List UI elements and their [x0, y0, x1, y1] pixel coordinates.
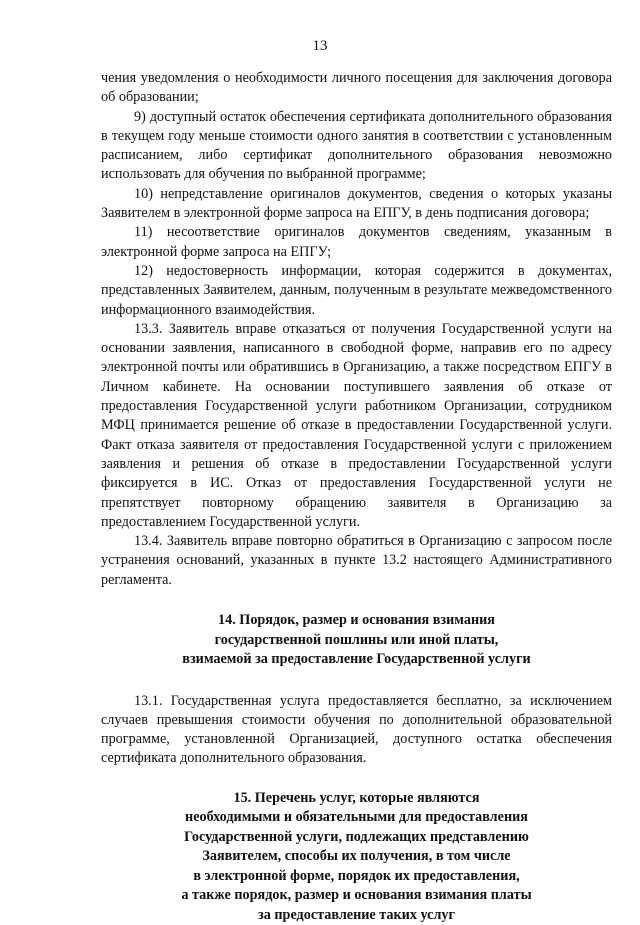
paragraph-item-12: 12) недостоверность информации, которая содержится в документах, представленных Заявителем, данным, полученным в результате межведомственного информационного взаимодействия. — [101, 262, 612, 318]
heading-line: за предоставление таких услуг — [258, 906, 455, 923]
heading-line: государственной пошлины или иной платы, — [214, 631, 499, 648]
paragraph-item-10: 10) непредставление оригиналов документов, сведения о которых указаны Заявителем в электронной форме запроса на ЕПГУ, в день подписания договора; — [101, 185, 612, 222]
heading-line: 15. Перечень услуг, которые являются — [233, 789, 480, 806]
heading-line: Государственной услуги, подлежащих представлению — [184, 828, 529, 845]
paragraph-13-3: 13.3. Заявитель вправе отказаться от получения Государственной услуги на основании заявления, написанного в свободной форме, направив его по адресу электронной почты или обратившись в Организацию, а также посредством ЕПГУ в Личном кабинете. На основании поступившего заявления об отказе от предоставления Государственной услуги работником Организации, сотрудником МФЦ принимается решение об отказе в предоставлении Государственной услуги. Факт отказа заявителя от предоставления Государственной услуги с приложением заявления и решения об отказе в предоставлении Государственной услуги фиксируется в ИС. Отказ от предоставления Государственной услуги не препятствует повторному обращению заявителя в Организацию за предоставлением Государственной услуги. — [101, 320, 612, 530]
heading-line: взимаемой за предоставление Государственной услуги — [182, 651, 531, 668]
page-number: 13 — [312, 38, 328, 54]
paragraph-item-11: 11) несоответствие оригиналов документов сведениям, указанным в электронной форме запроса на ЕПГУ; — [101, 224, 612, 260]
paragraph-item-9: 9) доступный остаток обеспечения сертификата дополнительного образования в текущем году меньше стоимости одного занятия в соответствии с установленным расписанием, либо сертификат дополнительного образования невозможно использовать для обучения по выбранной программе; — [101, 108, 612, 183]
paragraph-continuation: чения уведомления о необходимости личного посещения для заключения договора об образовании; — [101, 70, 612, 106]
heading-line: необходимыми и обязательными для предоставления — [185, 809, 528, 826]
paragraph-13-4: 13.4. Заявитель вправе повторно обратиться в Организацию с запросом после устранения оснований, указанных в пункте 13.2 настоящего Административного регламента. — [101, 533, 612, 588]
section-15-heading — [101, 789, 612, 925]
heading-line: 14. Порядок, размер и основания взимания — [218, 612, 495, 629]
heading-line: в электронной форме, порядок их предоставления, — [193, 867, 520, 884]
section-14-heading — [101, 611, 612, 670]
paragraph-section-14: 13.1. Государственная услуга предоставляется бесплатно, за исключением случаев превышения стоимости обучения по дополнительной образовательной программе, установленной Организацией, доступного остатка обеспечения сертификата дополнительного образования. — [101, 692, 612, 767]
heading-line: Заявителем, способы их получения, в том числе — [202, 848, 511, 865]
heading-line: а также порядок, размер и основания взимания платы — [181, 887, 532, 904]
document-body — [101, 69, 612, 925]
